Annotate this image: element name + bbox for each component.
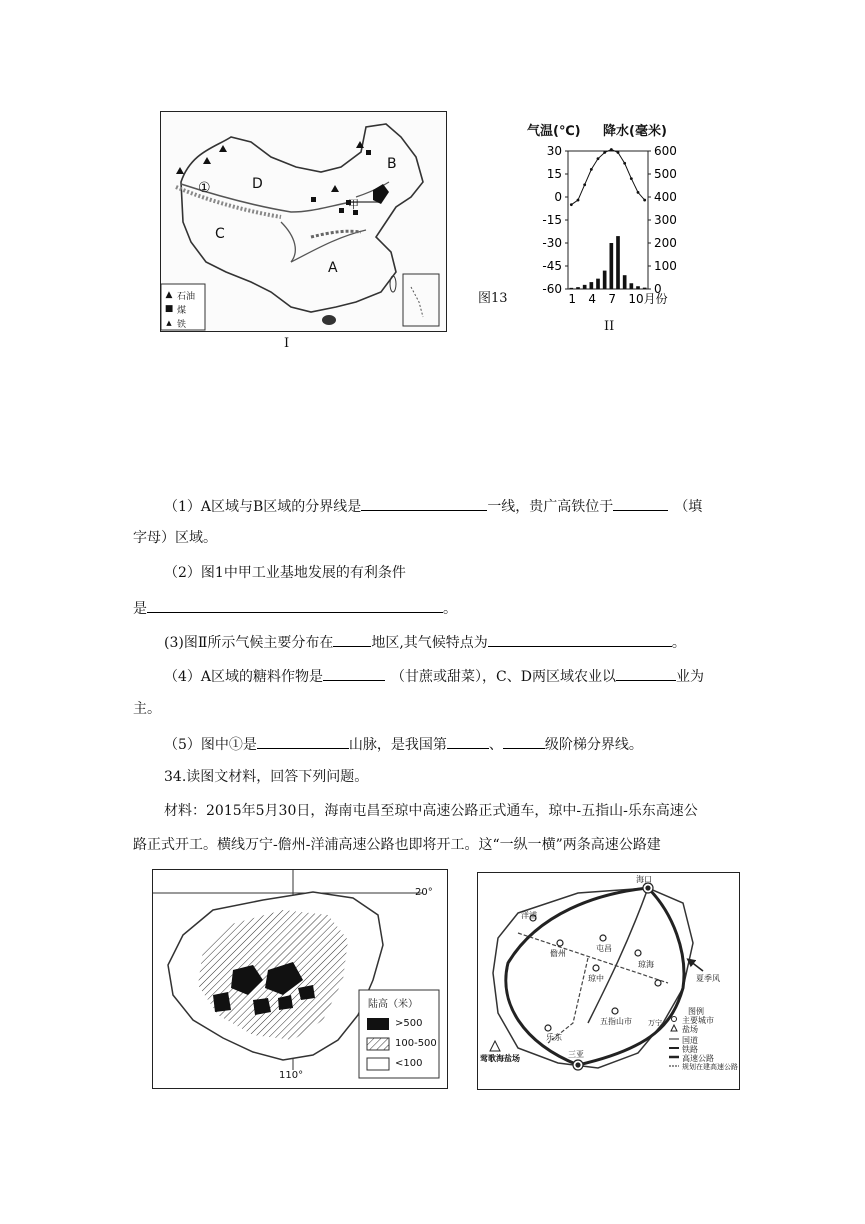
transport-legend-planned: 规划在建高速公路 <box>682 1063 738 1071</box>
precip-tick-label: 500 <box>654 167 677 181</box>
q4-text-a: （4）A区域的糖料作物是 <box>164 669 324 685</box>
precip-tick-label: 100 <box>654 259 677 273</box>
precip-tick-label: 0 <box>654 282 662 296</box>
q2-blank[interactable] <box>147 597 443 613</box>
hainan-relief-map <box>152 869 448 1089</box>
q5-blank-3[interactable] <box>503 733 545 749</box>
question-5 <box>164 733 643 755</box>
q4-blank-2[interactable] <box>616 665 676 681</box>
question-2-line1 <box>164 563 406 583</box>
triangle-small-icon: ▲ <box>166 319 172 327</box>
temp-tick-label: 30 <box>546 144 562 158</box>
city-yangpu: 洋浦 <box>521 911 537 920</box>
temp-point <box>617 151 620 154</box>
map-legend <box>164 288 204 330</box>
temp-tick-label: 15 <box>546 167 562 181</box>
transport-legend-road: 国道 <box>682 1036 698 1045</box>
q5-text-a: （5）图中①是 <box>164 737 257 753</box>
temp-point <box>570 203 573 206</box>
triangle-icon: ▲ <box>165 290 173 300</box>
question-4-line2 <box>133 699 161 719</box>
material-text-1: 材料：2015年5月30日，海南屯昌至琼中高速公路正式通车，琼中-五指山-乐东高速公 <box>164 803 698 819</box>
q34-text: 34.读图文材料，回答下列问题。 <box>164 769 369 785</box>
q2-text-b: 是 <box>133 601 147 617</box>
q1-text-a: （1）A区域与B区域的分界线是 <box>164 499 362 515</box>
q5-text-d: 级阶梯分界线。 <box>544 737 643 753</box>
question-1-line1 <box>164 495 702 517</box>
q2-text-c: 。 <box>443 601 457 617</box>
q5-text-b: 山脉，是我国第 <box>348 737 447 753</box>
q1-blank-2[interactable] <box>613 495 668 511</box>
precip-bar <box>576 287 580 289</box>
legend-oil <box>164 288 204 302</box>
month-tick-label: 7 <box>608 292 616 306</box>
relief-legend-low: <100 <box>395 1058 423 1069</box>
temp-tick-label: -30 <box>542 236 562 250</box>
temp-tick-label: 0 <box>554 190 562 204</box>
plot-frame <box>568 151 648 289</box>
climate-chart <box>523 116 698 338</box>
q3-text-c: 。 <box>671 635 686 651</box>
relief-legend-high: >500 <box>395 1018 423 1029</box>
q3-text-b: 地区,其气候特点为 <box>371 635 488 651</box>
map-label-B: B <box>387 156 397 172</box>
transport-legend-rail: 铁路 <box>682 1045 698 1054</box>
material-text-2: 路正式开工。横线万宁-儋州-洋浦高速公路也即将开工。这“一纵一横”两条高速公路建 <box>133 837 661 853</box>
city-sanya: 三亚 <box>568 1050 584 1059</box>
temp-point <box>603 151 606 154</box>
q2-text-a: （2）图1中甲工业基地发展的有利条件 <box>164 565 406 581</box>
temp-point <box>590 168 593 171</box>
question-34-heading <box>164 767 368 787</box>
climate-plot-svg <box>523 116 698 338</box>
question-2-line2 <box>133 597 457 619</box>
summer-monsoon-label: 夏季风 <box>696 974 720 983</box>
temp-tick-label: -45 <box>542 259 562 273</box>
temp-point <box>630 177 633 180</box>
latitude-label: 20° <box>415 887 433 898</box>
relief-legend-mid: 100-500 <box>395 1038 437 1049</box>
transport-legend-salt: 盐场 <box>682 1025 698 1034</box>
precip-bar <box>630 283 634 289</box>
temp-point <box>597 157 600 160</box>
q4-text-b: （甘蔗或甜菜），C、D两区域农业以 <box>391 669 616 685</box>
q4-text-d: 主。 <box>133 701 161 717</box>
city-qiongzhong: 琼中 <box>588 974 604 983</box>
city-tunchang: 屯昌 <box>596 944 612 953</box>
precip-bar <box>590 282 594 289</box>
precip-bar <box>603 271 607 289</box>
question-4-line1 <box>164 665 704 687</box>
temp-point <box>577 199 580 202</box>
hainan-relief-svg <box>153 870 447 1088</box>
precip-bar <box>570 288 574 289</box>
figure-number: 图13 <box>478 291 508 306</box>
temp-tick-label: -60 <box>542 282 562 296</box>
hainan-transport-map <box>477 872 740 1090</box>
q3-blank-2[interactable] <box>488 631 672 647</box>
temp-point <box>637 191 640 194</box>
transport-legend-city: 主要城市 <box>682 1016 714 1025</box>
precip-bar <box>636 286 640 289</box>
longitude-label: 110° <box>279 1070 304 1081</box>
city-haikou: 海口 <box>636 875 652 884</box>
q1-text-c: （填 <box>674 499 703 515</box>
city-danzhou: 儋州 <box>550 949 566 958</box>
precip-bar <box>583 285 587 289</box>
question-3 <box>164 631 686 653</box>
precip-tick-label: 400 <box>654 190 677 204</box>
material-line1 <box>164 801 698 821</box>
material-line2 <box>133 835 661 855</box>
legend-oil-label: 石油 <box>177 291 196 302</box>
month-tick-label: 10月份 <box>628 292 668 306</box>
transport-legend-title: 图例 <box>688 1007 704 1016</box>
map-label-jia: 甲 <box>348 198 359 211</box>
q4-text-c: 业为 <box>675 669 704 685</box>
relief-legend-title: 陆高（米） <box>368 999 418 1010</box>
precip-bar <box>623 275 627 289</box>
map-label-A: A <box>328 260 338 276</box>
month-tick-label: 4 <box>588 292 596 306</box>
q3-text-a: (3)图Ⅱ所示气候主要分布在 <box>164 635 334 651</box>
precip-bar <box>610 243 614 289</box>
precip-tick-label: 600 <box>654 144 677 158</box>
chart-title-precip: 降水(毫米) <box>603 124 667 139</box>
figure2-roman: II <box>604 319 615 334</box>
temp-tick-label: -15 <box>542 213 562 227</box>
transport-legend-highway: 高速公路 <box>682 1054 714 1063</box>
q5-text-c: 、 <box>488 737 503 753</box>
chart-title-temp: 气温(℃) <box>527 124 581 139</box>
q1-text-b: 一线，贵广高铁位于 <box>487 499 614 515</box>
figure1-roman: I <box>284 336 290 351</box>
city-yingge: 莺歌海盐场 <box>480 1054 520 1063</box>
legend-iron <box>164 316 204 330</box>
square-icon: ■ <box>164 304 174 314</box>
q4-blank-1[interactable] <box>323 665 385 681</box>
city-ledong: 乐东 <box>546 1033 562 1042</box>
question-1-line2 <box>133 528 217 548</box>
month-tick-label: 1 <box>568 292 576 306</box>
temp-point <box>583 183 586 186</box>
legend-coal-label: 煤 <box>177 305 187 316</box>
precip-bar <box>596 279 600 289</box>
q5-blank-1[interactable] <box>257 733 349 749</box>
temp-point <box>623 162 626 165</box>
temp-point <box>610 148 613 151</box>
temp-point <box>643 199 646 202</box>
precip-tick-label: 200 <box>654 236 677 250</box>
map-label-circle1: ① <box>198 180 211 196</box>
city-wanning: 万宁 <box>648 1019 662 1027</box>
legend-coal <box>164 302 204 316</box>
city-qionghai: 琼海 <box>638 960 654 969</box>
map-label-D: D <box>252 176 263 192</box>
precip-bar <box>616 236 620 289</box>
q1-text-d: 字母）区域。 <box>133 530 217 546</box>
city-wuzhishan: 五指山市 <box>600 1017 632 1026</box>
q5-blank-2[interactable] <box>447 733 489 749</box>
q1-blank-1[interactable] <box>361 495 487 511</box>
q3-blank-1[interactable] <box>333 631 371 647</box>
precip-bar <box>643 288 647 289</box>
legend-iron-label: 铁 <box>177 319 187 330</box>
precip-tick-label: 300 <box>654 213 677 227</box>
map-label-C: C <box>215 226 225 242</box>
china-map-figure <box>160 111 447 332</box>
